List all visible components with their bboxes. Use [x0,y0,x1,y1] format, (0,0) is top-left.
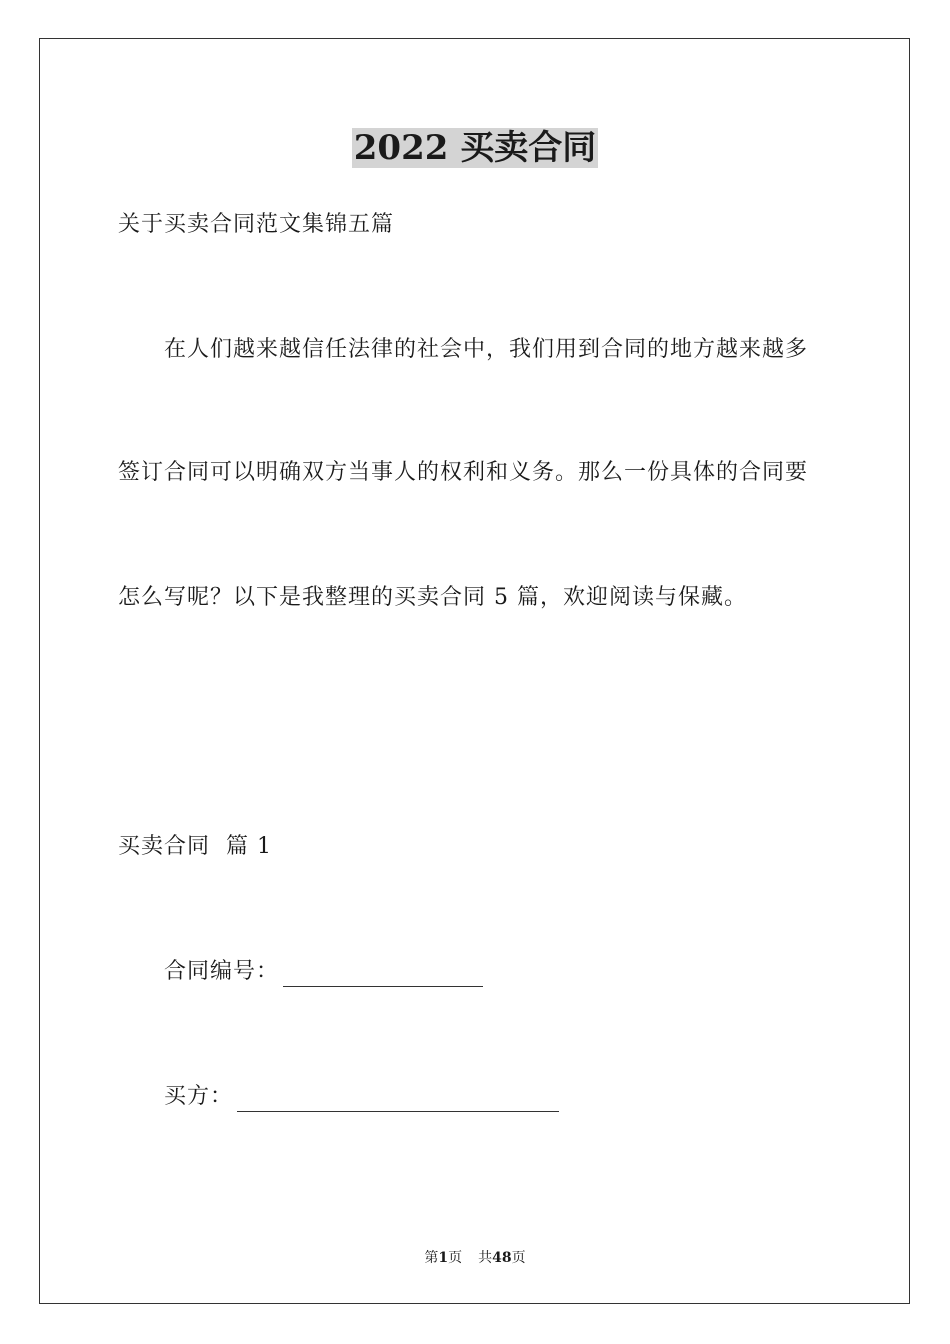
footer-total-unit: 页 [511,1250,526,1266]
intro-paragraph-line-3: 怎么写呢？以下是我整理的买卖合同 5 篇，欢迎阅读与保藏。 [118,585,747,610]
contract-number-blank-line [283,964,483,987]
document-subtitle: 关于买卖合同范文集锦五篇 [118,212,395,237]
buyer-label: 买方： [164,1084,234,1109]
footer-total-pages: 48 [492,1250,512,1266]
footer-current-page: 1 [438,1250,449,1266]
intro-paragraph-line-1: 在人们越来越信任法律的社会中，我们用到合同的地方越来越多 [164,337,809,362]
buyer-field [164,1082,559,1112]
page-footer [0,1248,950,1268]
document-title-text: 2022 买卖合同 [353,128,597,168]
footer-total-prefix: 共 [478,1250,493,1266]
footer-page-unit: 页 [448,1250,463,1266]
footer-page-prefix: 第 [424,1250,439,1266]
buyer-blank-line [237,1089,559,1112]
document-title [0,124,950,172]
section-heading: 买卖合同 篇 1 [118,834,272,859]
intro-paragraph-line-2: 签订合同可以明确双方当事人的权利和义务。那么一份具体的合同要 [118,460,809,485]
contract-number-field [164,957,483,987]
contract-number-label: 合同编号： [164,959,280,984]
